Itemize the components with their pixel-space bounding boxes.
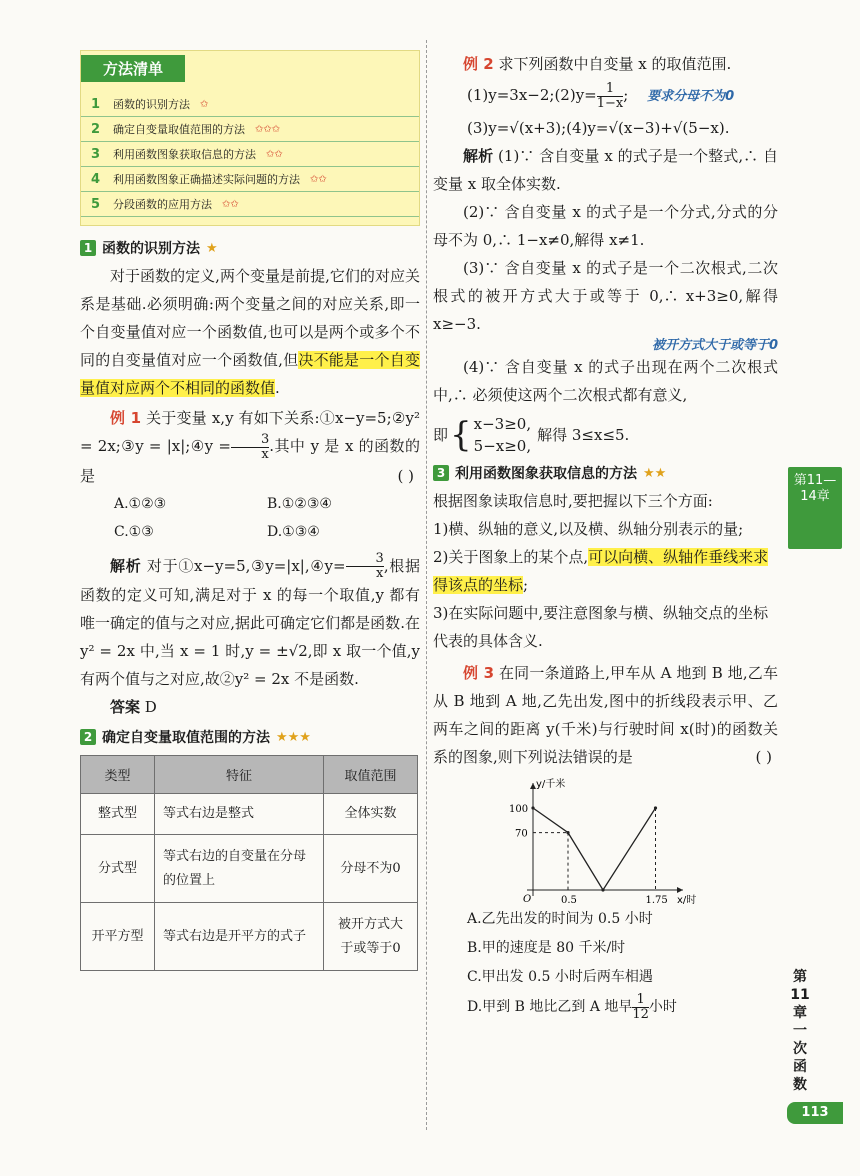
summary-item — [81, 92, 419, 117]
summary-item — [81, 192, 419, 217]
section-number: 1 — [80, 240, 96, 256]
choice-option: B.①②③④ — [267, 495, 332, 512]
example-2-analysis-3: (3)∵ 含自变量 x 的式子是一个二次根式,二次根式的被开方式大于或等于 0,∴ x+3≥0,解得 x≥−3. — [433, 259, 778, 333]
table-cell: 分式型 — [81, 835, 155, 903]
table-header: 特征 — [155, 756, 324, 794]
example-2-analysis-2: (2)∵ 含自变量 x 的式子是一个分式,分式的分母不为 0,∴ 1−x≠0,解得 x≠1. — [433, 203, 778, 249]
summary-item — [81, 117, 419, 142]
star-icon: ✩✩ — [222, 198, 239, 210]
range-table — [80, 755, 418, 971]
choice-option: C.①③ — [114, 523, 154, 540]
example-label: 例 3 — [463, 664, 495, 682]
series-line — [533, 808, 656, 890]
table-row — [81, 903, 418, 971]
summary-item-text: 利用函数图象正确描述实际问题的方法 — [113, 173, 300, 186]
summary-item-number: 5 — [91, 196, 101, 212]
choice-option: B.甲的速度是 80 千米/时 — [467, 940, 626, 956]
origin-label: O — [523, 894, 532, 905]
section-number: 2 — [80, 729, 96, 745]
summary-item-number: 3 — [91, 146, 101, 162]
y-axis-label: y/千米 — [536, 779, 566, 790]
table-cell: 等式右边是整式 — [155, 794, 324, 835]
section-1-paragraph: 对于函数的定义,两个变量是前提,它们的对应关系是基础.必须明确:两个变量之间的对应关系,即一个自变量值对应一个函数值,也可以是两个或多个不同的自变量值对应一个函数值,但决不能是一个自变量值对应两个不相同的函数值. — [80, 267, 420, 397]
right-column — [433, 50, 778, 1022]
summary-item-text: 分段函数的应用方法 — [113, 198, 212, 211]
summary-item-text: 利用函数图象获取信息的方法 — [113, 148, 256, 161]
example-2-analysis-4: (4)∵ 含自变量 x 的式子出现在两个二次根式中,∴ 必须使这两个二次根式都有意义, — [433, 358, 778, 404]
section-title: 利用函数图象获取信息的方法 — [455, 466, 637, 482]
summary-box — [80, 50, 420, 226]
handwritten-note-2: 被开方式大于或等于0 — [651, 338, 778, 353]
section-number: 3 — [433, 465, 449, 481]
table-cell: 全体实数 — [324, 794, 418, 835]
table-row — [81, 794, 418, 835]
distance-time-chart — [433, 775, 778, 905]
example-1-analysis: 解析 对于①x−y=5,③y=|x|,④y= $\frac{3}{x}$ ,根据函数的定义可知,满足对于 x 的每一个取值,y 都有唯一确定的值与之对应,据此可确定它们都是函数.在 y² = 2x 中,当 x = 1 时,y = ±√2,即 x 取一个值,y 有两个值与之对应,故②y² = 2x 不是函数. — [80, 551, 420, 688]
example-2-analysis-1: 解析 (1)∵ 含自变量 x 的式子是一个整式,∴ 自变量 x 取全体实数. — [433, 147, 778, 193]
section-title: 确定自变量取值范围的方法 — [102, 730, 270, 746]
star-icon: ✩✩ — [266, 148, 283, 160]
example-label: 例 1 — [110, 409, 142, 427]
summary-item — [81, 142, 419, 167]
summary-item-text: 函数的识别方法 — [113, 98, 190, 111]
highlighted-text: 决不能是一个自变量值对应两个不相同的函数值 — [80, 351, 420, 397]
answer-blank: ( ) — [755, 748, 772, 766]
section-title: 函数的识别方法 — [102, 241, 200, 257]
table-cell: 等式右边的自变量在分母的位置上 — [155, 835, 324, 903]
summary-item — [81, 167, 419, 192]
chapter-label: 第11章 一次函数 — [790, 969, 810, 1093]
summary-item-number: 4 — [91, 171, 101, 187]
example-3-choice-d: D.甲到 B 地比乙到 A 地早 $\frac{1}{12}$ 小时 — [467, 991, 677, 1022]
analysis-label: 解析 — [110, 556, 142, 575]
section-2-heading — [80, 727, 420, 747]
inequality-system: 即 { x−3≥0, 5−x≥0, 解得 3≤x≤5. — [433, 415, 630, 455]
choice-option: D.①③④ — [267, 523, 320, 540]
example-label: 例 2 — [463, 55, 494, 73]
x-tick-label: 1.75 — [645, 895, 668, 905]
choice-option: A.乙先出发的时间为 0.5 小时 — [467, 911, 653, 927]
star-icon: ✩✩✩ — [255, 123, 281, 135]
section-3-heading — [433, 463, 778, 483]
summary-title: 方法清单 — [81, 55, 185, 82]
example-3: 例 3 在同一条道路上,甲车从 A 地到 B 地,乙车从 B 地到 A 地,乙先出发,图中的折线段表示甲、乙两车之间的距离 y(千米)与行驶时间 x(时)的函数关系的图象,则下列说法错误的是 ( ) — [433, 659, 778, 771]
chapter-tab[interactable]: 第11—14章 — [788, 467, 842, 549]
choice-option: C.甲出发 0.5 小时后两车相遇 — [467, 969, 653, 985]
table-row — [81, 835, 418, 903]
example-2-line-2: (3)y=√(x+3);(4)y=√(x−3)+√(5−x). — [467, 119, 730, 137]
table-cell: 被开方式大于或等于0 — [324, 903, 418, 971]
data-point — [601, 888, 604, 891]
star-icon: ★★★ — [276, 729, 311, 745]
example-1-choices — [80, 490, 420, 546]
table-header: 类型 — [81, 756, 155, 794]
analysis-label: 解析 — [463, 147, 494, 165]
table-cell: 等式右边是开平方的式子 — [155, 903, 324, 971]
y-tick-label: 70 — [515, 828, 528, 840]
handwritten-note: 要求分母不为0 — [647, 89, 735, 104]
example-2-line-1: (1)y=3x−2;(2)y= $\frac{1}{1-x}$ ; 要求分母不为0 — [467, 80, 735, 111]
x-tick-label: 0.5 — [561, 895, 577, 905]
x-axis-arrow — [677, 887, 683, 893]
section-3-list: 根据图象读取信息时,要把握以下三个方面: 1)横、纵轴的意义,以及横、纵轴分别表示的量; 2)关于图象上的某个点,可以向横、纵轴作垂线来求得该点的坐标; 3)在实际问题中,要注意图象与横、纵轴交点的坐标代表的具体含义. — [433, 492, 769, 650]
star-icon: ★ — [206, 240, 218, 256]
table-header: 取值范围 — [324, 756, 418, 794]
star-icon: ✩✩ — [310, 173, 327, 185]
section-1-heading — [80, 238, 420, 258]
example-1-answer: 答案 D — [110, 698, 157, 716]
choice-option: A.①②③ — [114, 495, 167, 512]
summary-item-number: 1 — [91, 96, 101, 112]
table-cell: 开平方型 — [81, 903, 155, 971]
example-1: 例 1 关于变量 x,y 有如下关系:①x−y=5;②y² = 2x;③y = |x|;④y = $\frac{3}{x}$ .其中 y 是 x 的函数的是 ( ) — [80, 404, 420, 490]
summary-item-text: 确定自变量取值范围的方法 — [113, 123, 245, 136]
y-tick-label: 100 — [509, 804, 529, 815]
table-cell: 整式型 — [81, 794, 155, 835]
highlighted-text: 可以向横、纵轴作垂线来求得该点的坐标 — [433, 548, 769, 594]
example-3-choices — [433, 905, 778, 992]
summary-item-number: 2 — [91, 121, 101, 137]
answer-blank: ( ) — [397, 466, 414, 485]
data-point — [531, 806, 534, 809]
star-icon: ✩ — [200, 98, 209, 110]
left-column — [80, 50, 420, 971]
answer-label: 答案 — [110, 698, 141, 716]
star-icon: ★★ — [643, 465, 667, 481]
x-axis-label: x/时 — [677, 895, 697, 905]
table-cell: 分母不为0 — [324, 835, 418, 903]
example-2-question: 例 2 求下列函数中自变量 x 的取值范围. — [463, 55, 732, 73]
page-number: 113 — [787, 1102, 843, 1124]
column-divider — [426, 40, 427, 1130]
